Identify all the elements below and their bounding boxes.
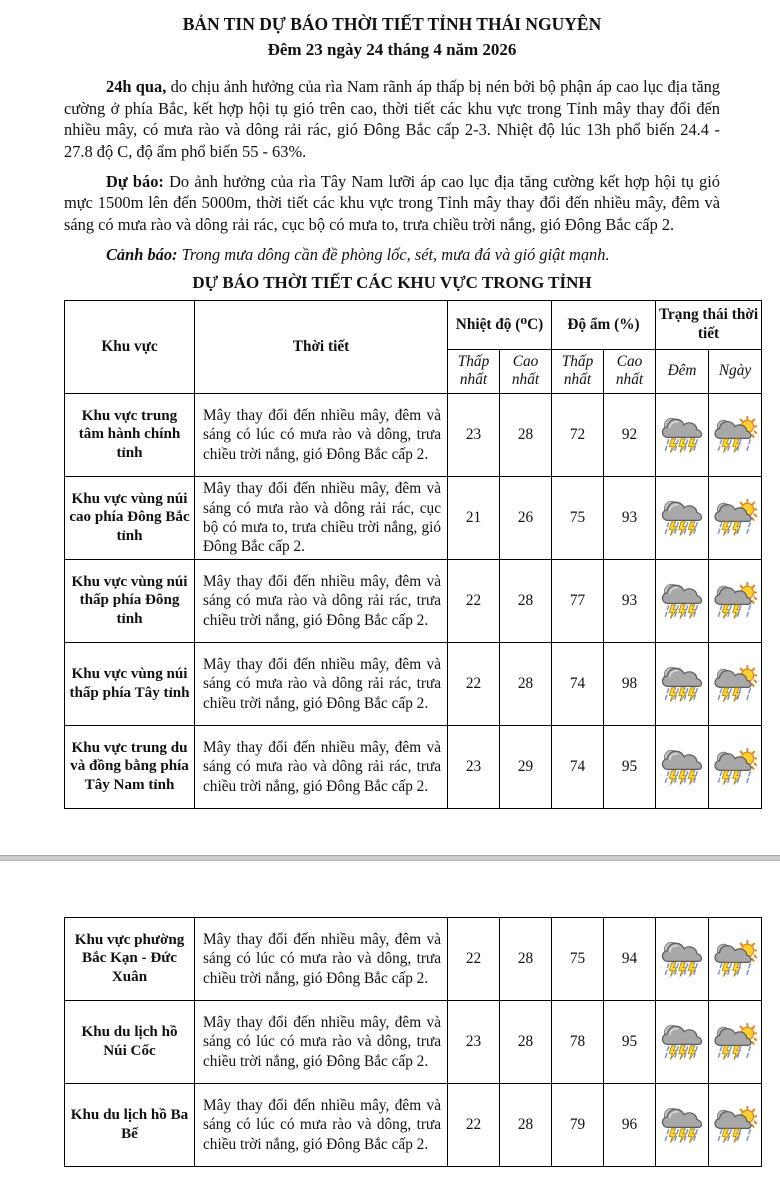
- forecast-table-row: [65, 559, 762, 642]
- day-status-cell: [709, 1083, 762, 1166]
- day-status-cell: [709, 642, 762, 725]
- night-status-cell: [656, 559, 709, 642]
- storm-day-icon: [713, 1115, 757, 1132]
- humidity-min-cell: 72: [552, 393, 604, 476]
- header-row-main: [65, 301, 762, 349]
- day-status-cell: [709, 559, 762, 642]
- forecast-table-page-1: [64, 300, 762, 809]
- forecast-rows-page-1: [65, 393, 762, 808]
- forecast-table-row: [65, 725, 762, 808]
- forecast-table-title: DỰ BÁO THỜI TIẾT CÁC KHU VỰC TRONG TỈNH: [192, 273, 592, 293]
- storm-night-icon: [660, 757, 704, 774]
- temp-min-cell: 23: [448, 1000, 500, 1083]
- subheader-humidity-low: Thấp nhất: [552, 349, 604, 393]
- region-cell: Khu vực phường Bắc Kạn - Đức Xuân: [65, 917, 195, 1000]
- storm-night-icon: [660, 425, 704, 442]
- humidity-max-cell: 98: [604, 642, 656, 725]
- weather-description-cell: Mây thay đổi đến nhiều mây, đêm và sáng có mưa rào và dông rải rác, trưa chiều trời nắng, gió Đông Bắc cấp 2.: [195, 559, 448, 642]
- humidity-min-cell: 75: [552, 476, 604, 559]
- col-header-humidity: Độ ẩm (%): [552, 301, 656, 349]
- storm-day-icon: [713, 757, 757, 774]
- night-status-cell: [656, 1000, 709, 1083]
- forecast-table-row: [65, 393, 762, 476]
- subheader-day: Ngày: [709, 349, 762, 393]
- temp-max-cell: 28: [500, 393, 552, 476]
- night-status-cell: [656, 725, 709, 808]
- region-cell: Khu du lịch hồ Núi Cốc: [65, 1000, 195, 1083]
- night-status-cell: [656, 917, 709, 1000]
- paragraph-forecast: [64, 171, 720, 236]
- storm-day-icon: [713, 1032, 757, 1049]
- temp-max-cell: 29: [500, 725, 552, 808]
- region-cell: Khu vực vùng núi thấp phía Tây tỉnh: [65, 642, 195, 725]
- storm-day-icon: [713, 949, 757, 966]
- paragraph-past-24h: [64, 76, 720, 163]
- forecast-table-row: [65, 1000, 762, 1083]
- storm-day-icon: [713, 425, 757, 442]
- temp-max-cell: 28: [500, 559, 552, 642]
- temp-max-cell: 28: [500, 917, 552, 1000]
- humidity-max-cell: 95: [604, 1000, 656, 1083]
- night-status-cell: [656, 476, 709, 559]
- page-break-gap: [64, 861, 720, 917]
- temp-min-cell: 22: [448, 559, 500, 642]
- paragraph-forecast-text: Do ảnh hưởng của rìa Tây Nam lưỡi áp cao lục địa tăng cường kết hợp hội tụ gió mực 1500m lên đến 5000m, thời tiết các khu vực trong Tỉnh mây thay đổi đến nhiều mây, đêm và sáng có mưa rào và dông rải rác, cục bộ có mưa to, trưa chiều trời nắng, gió Đông Bắc cấp 2.: [64, 171, 720, 234]
- subheader-night: Đêm: [656, 349, 709, 393]
- weather-description-cell: Mây thay đổi đến nhiều mây, đêm và sáng có lúc có mưa rào và dông, trưa chiều trời nắng, gió Đông Bắc cấp 2.: [195, 1083, 448, 1166]
- temp-min-cell: 22: [448, 1083, 500, 1166]
- weather-description-cell: Mây thay đổi đến nhiều mây, đêm và sáng có mưa rào và dông rải rác, trưa chiều trời nắng, gió Đông Bắc cấp 2.: [195, 725, 448, 808]
- storm-night-icon: [660, 674, 704, 691]
- humidity-max-cell: 94: [604, 917, 656, 1000]
- paragraph-past-24h-text: do chịu ảnh hưởng của rìa Nam rãnh áp thấp bị nén bởi bộ phận áp cao lục địa tăng cường ở phía Bắc, kết hợp hội tụ gió trên cao, thời tiết các khu vực trong Tỉnh mây thay đổi đến nhiều mây, có mưa rào và dông rải rác, gió Đông Bắc cấp 2-3. Nhiệt độ lúc 13h phổ biến 24.4 - 27.8 độ C, độ ẩm phổ biến 55 - 63%.: [64, 77, 720, 161]
- storm-day-icon: [713, 674, 757, 691]
- humidity-min-cell: 74: [552, 642, 604, 725]
- forecast-table-page-2: [64, 917, 762, 1167]
- humidity-max-cell: 92: [604, 393, 656, 476]
- paragraph-forecast-lead: Dự báo:: [106, 171, 164, 191]
- region-cell: Khu du lịch hồ Ba Bể: [65, 1083, 195, 1166]
- day-status-cell: [709, 1000, 762, 1083]
- humidity-min-cell: 74: [552, 725, 604, 808]
- weather-description-cell: Mây thay đổi đến nhiều mây, đêm và sáng có lúc có mưa rào và dông, trưa chiều trời nắng, gió Đông Bắc cấp 2.: [195, 917, 448, 1000]
- storm-day-icon: [713, 508, 757, 525]
- col-header-temperature: Nhiệt độ (⁰C): [448, 301, 552, 349]
- subheader-temp-low: Thấp nhất: [448, 349, 500, 393]
- subheader-humidity-high: Cao nhất: [604, 349, 656, 393]
- storm-night-icon: [660, 949, 704, 966]
- forecast-table-row: [65, 476, 762, 559]
- storm-night-icon: [660, 591, 704, 608]
- humidity-min-cell: 78: [552, 1000, 604, 1083]
- region-cell: Khu vực vùng núi cao phía Đông Bắc tỉnh: [65, 476, 195, 559]
- storm-night-icon: [660, 1032, 704, 1049]
- col-header-region: Khu vực: [65, 301, 195, 394]
- day-status-cell: [709, 393, 762, 476]
- temp-min-cell: 22: [448, 642, 500, 725]
- night-status-cell: [656, 393, 709, 476]
- humidity-max-cell: 93: [604, 559, 656, 642]
- subheader-temp-high: Cao nhất: [500, 349, 552, 393]
- forecast-table-row: [65, 917, 762, 1000]
- storm-day-icon: [713, 591, 757, 608]
- humidity-max-cell: 95: [604, 725, 656, 808]
- temp-min-cell: 23: [448, 393, 500, 476]
- forecast-table-row: [65, 1083, 762, 1166]
- forecast-table-row: [65, 642, 762, 725]
- paragraph-warning-text: Trong mưa dông cần đề phòng lốc, sét, mưa đá và gió giật mạnh.: [177, 244, 610, 264]
- humidity-max-cell: 93: [604, 476, 656, 559]
- temp-max-cell: 28: [500, 1000, 552, 1083]
- temp-min-cell: 22: [448, 917, 500, 1000]
- weather-description-cell: Mây thay đổi đến nhiều mây, đêm và sáng có mưa rào và dông rải rác, trưa chiều trời nắng, gió Đông Bắc cấp 2.: [195, 642, 448, 725]
- temp-max-cell: 28: [500, 642, 552, 725]
- temp-max-cell: 26: [500, 476, 552, 559]
- day-status-cell: [709, 917, 762, 1000]
- temp-min-cell: 21: [448, 476, 500, 559]
- col-header-weather: Thời tiết: [195, 301, 448, 394]
- paragraph-warning: [64, 244, 720, 266]
- storm-night-icon: [660, 1115, 704, 1132]
- storm-night-icon: [660, 508, 704, 525]
- col-header-status: Trạng thái thời tiết: [656, 301, 762, 349]
- forecast-rows-page-2: [65, 917, 762, 1166]
- region-cell: Khu vực trung tâm hành chính tỉnh: [65, 393, 195, 476]
- temp-min-cell: 23: [448, 725, 500, 808]
- humidity-min-cell: 77: [552, 559, 604, 642]
- temp-max-cell: 28: [500, 1083, 552, 1166]
- paragraph-warning-lead: Cảnh báo:: [106, 244, 178, 264]
- humidity-min-cell: 75: [552, 917, 604, 1000]
- forecast-table-header: [65, 301, 762, 394]
- region-cell: Khu vực vùng núi thấp phía Đông tỉnh: [65, 559, 195, 642]
- night-status-cell: [656, 642, 709, 725]
- document-title: BẢN TIN DỰ BÁO THỜI TIẾT TỈNH THÁI NGUYÊN: [182, 14, 602, 34]
- weather-description-cell: Mây thay đổi đến nhiều mây, đêm và sáng có mưa rào và dông rải rác, cục bộ có mưa to, trưa chiều trời nắng, gió Đông Bắc cấp 2.: [195, 476, 448, 559]
- document-subtitle: Đêm 23 ngày 24 tháng 4 năm 2026: [267, 40, 517, 59]
- humidity-min-cell: 79: [552, 1083, 604, 1166]
- humidity-max-cell: 96: [604, 1083, 656, 1166]
- paragraph-past-24h-lead: 24h qua,: [106, 77, 167, 96]
- night-status-cell: [656, 1083, 709, 1166]
- weather-description-cell: Mây thay đổi đến nhiều mây, đêm và sáng có lúc có mưa rào và dông, trưa chiều trời nắng, gió Đông Bắc cấp 2.: [195, 1000, 448, 1083]
- day-status-cell: [709, 476, 762, 559]
- region-cell: Khu vực trung du và đồng bằng phía Tây Nam tỉnh: [65, 725, 195, 808]
- weather-description-cell: Mây thay đổi đến nhiều mây, đêm và sáng có lúc có mưa rào và dông, trưa chiều trời nắng, gió Đông Bắc cấp 2.: [195, 393, 448, 476]
- day-status-cell: [709, 725, 762, 808]
